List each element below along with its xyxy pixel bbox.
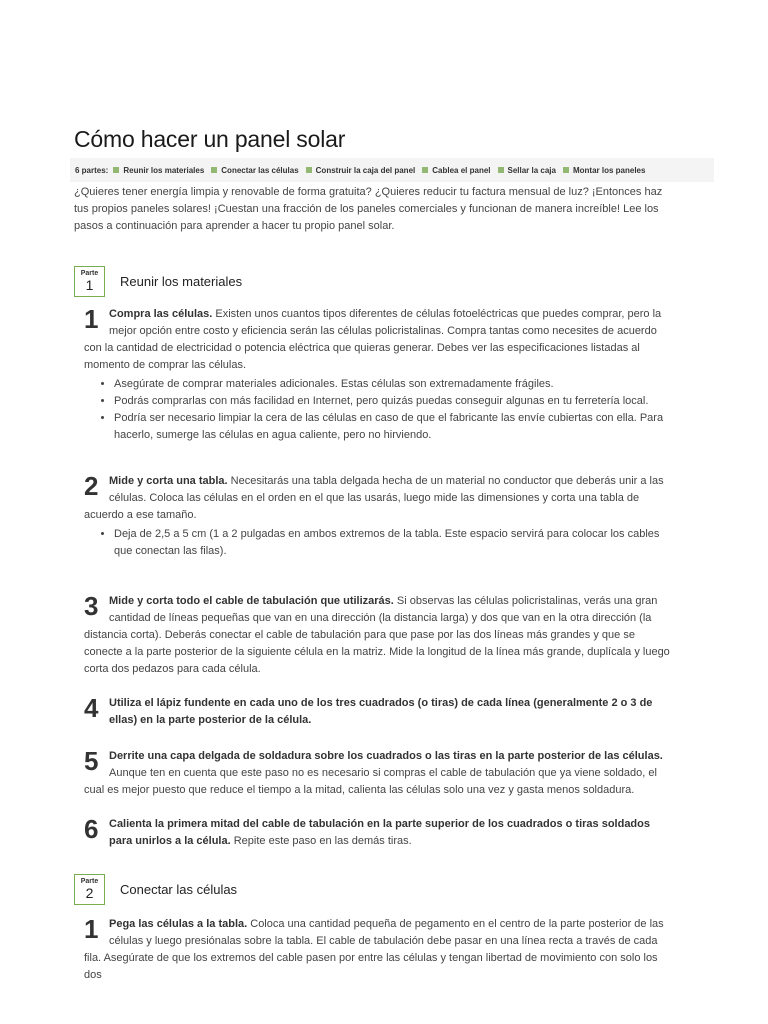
page-title: Cómo hacer un panel solar [74,126,346,152]
step-item [84,306,670,444]
step-item [84,916,670,984]
step-item [84,695,670,729]
tip-item: • Podrás comprarlas con más facilidad en Internet, pero quizás puedas conseguir algunas en tu ferretería local. [114,393,670,410]
step-number: 2 [84,471,99,501]
parts-count: 6 partes: [75,165,109,175]
step-text: Mide y corta todo el cable de tabulación que utilizarás. Si observas las células policristalinas, verás una gran cantidad de líneas pequeñas que van en una dirección (la distancia larga) y dos que van en la otra dirección (la distancia corta). Deberás conectar el cable de tabulación para que pase por las dos líneas más grandes y que se conecte a la parte posterior de la siguiente célula en la matriz. Mide la longitud de la línea más grande, duplícala y luego corta dos pedazos para cada célula. [84,595,670,675]
tip-item: • Deja de 2,5 a 5 cm (1 a 2 pulgadas en ambos extremos de la tabla. Este espacio servirá para colocar los cables que conectan las filas). [114,526,670,560]
step-tips [84,526,670,560]
step-number: 4 [84,693,99,723]
step-number: 1 [84,914,99,944]
parts-nav-link-4[interactable]: Cablea el panel [422,166,490,175]
square-icon [113,167,119,173]
part-1-header [74,266,242,297]
square-icon [498,167,504,173]
parts-nav-link-5[interactable]: Sellar la caja [498,166,556,175]
part-2-badge: Parte 2 [74,874,105,905]
step-number: 1 [84,304,99,334]
tip-item: • Asegúrate de comprar materiales adicionales. Estas células son extremadamente frágiles. [114,376,670,393]
step-text: Derrite una capa delgada de soldadura sobre los cuadrados o las tiras en la parte posterior de las células. Aunque ten en cuenta que este paso no es necesario si compras el cable de tabulación que ya viene soldado, el cual es mejor puesto que reduce el tiempo a la mitad, calienta las células solo una vez y gasta menos soldadura. [84,750,663,796]
step-number: 3 [84,591,99,621]
step-number: 5 [84,746,99,776]
parts-nav-link-3[interactable]: Construir la caja del panel [306,166,416,175]
parts-navigation [70,158,714,182]
part-1-title: Reunir los materiales [120,274,243,289]
part-2-title: Conectar las células [120,882,238,897]
square-icon [422,167,428,173]
step-text: Calienta la primera mitad del cable de tabulación en la parte superior de los cuadrados o tiras soldados para unirlos a la célula. Repite este paso en las demás tiras. [109,818,650,847]
step-item [84,473,670,560]
step-item [84,816,670,850]
parts-nav-link-1[interactable]: Reunir los materiales [113,166,204,175]
step-text: Mide y corta una tabla. Necesitarás una tabla delgada hecha de un material no conductor que deberás unir a las células. Coloca las células en el orden en el que las usarás, luego mide las dimensiones y corta una tabla de acuerdo a ese tamaño. [84,475,664,521]
intro-paragraph: ¿Quieres tener energía limpia y renovable de forma gratuita? ¿Quieres reducir tu factura mensual de luz? ¡Entonces haz tus propios paneles solares! ¡Cuestan una fracción de los paneles comerciales y funcionan de manera increíble! Lee los pasos a continuación para aprender a hacer tu propio panel solar. [74,186,663,232]
square-icon [563,167,569,173]
step-number: 6 [84,814,99,844]
part-1-badge: Parte 1 [74,266,105,297]
step-item [84,593,670,678]
step-item [84,748,670,799]
square-icon [211,167,217,173]
step-text: Pega las células a la tabla. Coloca una cantidad pequeña de pegamento en el centro de la parte posterior de las células y luego presiónalas sobre la tabla. El cable de tabulación debe pasar en una línea recta a través de cada fila. Asegúrate de que los extremos del cable pasen por entre las células y tengan libertad de movimiento con solo los dos [84,918,664,981]
parts-nav-link-6[interactable]: Montar los paneles [563,166,645,175]
step-tips [84,376,670,444]
step-text: Compra las células. Existen unos cuantos tipos diferentes de células fotoeléctricas que puedes comprar, pero la mejor opción entre costo y eficiencia serán las células policristalinas. Compra tantas como necesites de acuerdo con la cantidad de electricidad o potencia eléctrica que quieras generar. Debes ver las especificaciones listadas al momento de comprar las células. [84,308,662,371]
step-text: Utiliza el lápiz fundente en cada uno de los tres cuadrados (o tiras) de cada línea (generalmente 2 o 3 de ellas) en la parte posterior de la célula. [109,697,653,726]
square-icon [306,167,312,173]
part-2-header [74,874,237,905]
parts-nav-link-2[interactable]: Conectar las células [211,166,298,175]
tip-item: • Podría ser necesario limpiar la cera de las células en caso de que el fabricante las envíe cubiertas con ella. Para hacerlo, sumerge las células en agua caliente, pero no hirviendo. [114,410,670,444]
